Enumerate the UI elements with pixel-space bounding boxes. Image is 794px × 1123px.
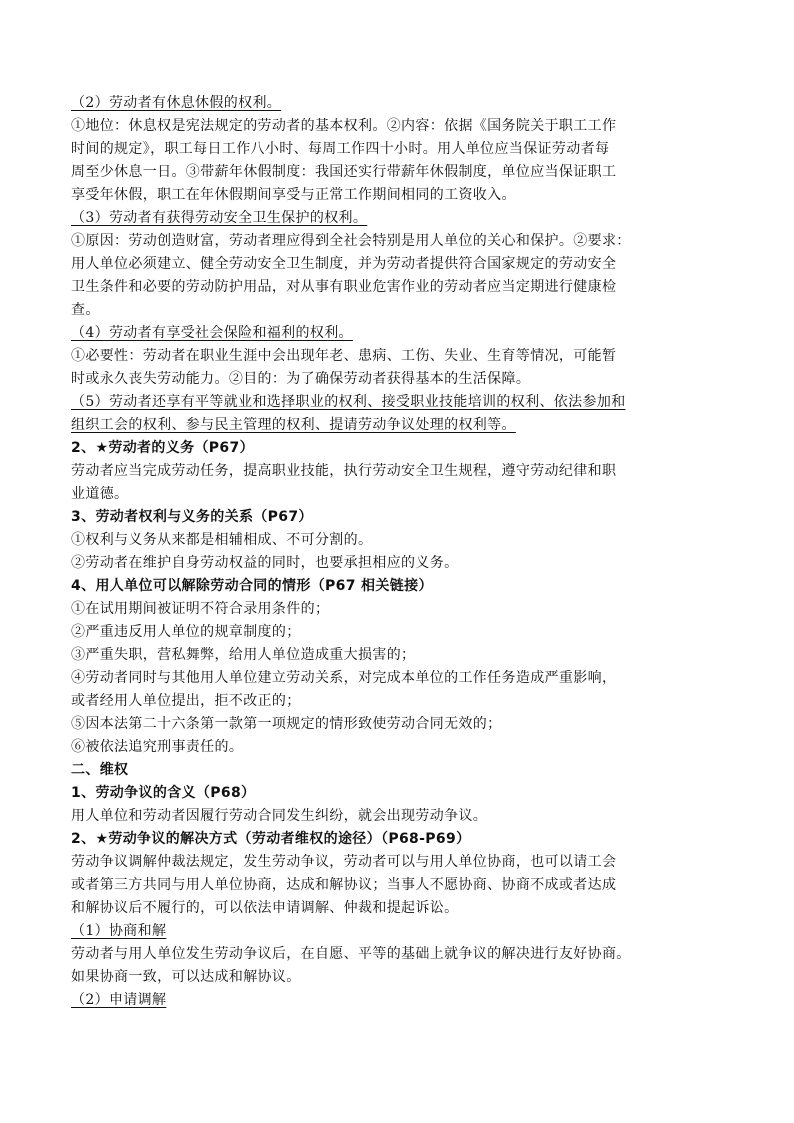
paragraph-line: 用人单位和劳动者因履行劳动合同发生纠纷，就会出现劳动争议。 [71, 808, 488, 824]
list-item-continued: 或者经用人单位提出，拒不改正的； [71, 693, 301, 709]
section-heading-rest-right: （2）劳动者有休息休假的权利。 [71, 95, 282, 111]
list-item: ⑥被依法追究刑事责任的。 [71, 739, 244, 755]
document-page [71, 92, 731, 1012]
list-item: ①在试用期间被证明不符合录用条件的； [71, 601, 330, 617]
paragraph-line: 用人单位必须建立、健全劳动安全卫生制度，并为劳动者提供符合国家规定的劳动安全 [71, 256, 617, 272]
paragraph-line: 如果协商一致，可以达成和解协议。 [71, 969, 301, 985]
section-heading-safety-right: （3）劳动者有获得劳动安全卫生保护的权利。 [71, 210, 368, 226]
section-heading-insurance-right: （4）劳动者有享受社会保险和福利的权利。 [71, 325, 353, 341]
subheading-mediation: （2）申请调解 [71, 992, 167, 1008]
paragraph-line: 时或永久丧失劳动能力。②目的：为了确保劳动者获得基本的生活保障。 [71, 371, 531, 387]
paragraph-line: 或者第三方共同与用人单位协商，达成和解协议；当事人不愿协商、协商不成或者达成 [71, 877, 617, 893]
paragraph-line: 查。 [71, 302, 100, 318]
subheading-negotiation: （1）协商和解 [71, 923, 167, 939]
heading-dispute-meaning: 1、劳动争议的含义（P68） [71, 785, 256, 801]
list-item: ③严重失职，营私舞弊，给用人单位造成重大损害的； [71, 647, 416, 663]
paragraph-line: ①地位：休息权是宪法规定的劳动者的基本权利。②内容：依据《国务院关于职工工作 [71, 118, 617, 134]
list-item: ②严重违反用人单位的规章制度的； [71, 624, 301, 640]
paragraph-line: 周至少休息一日。③带薪年休假制度：我国还实行带薪年休假制度，单位应当保证职工 [71, 164, 617, 180]
section-heading-other-rights: （5）劳动者还享有平等就业和选择职业的权利、接受职业技能培训的权利、依法参加和 [71, 394, 626, 410]
list-item: ②劳动者在维护自身劳动权益的同时，也要承担相应的义务。 [71, 555, 459, 571]
paragraph-line: 劳动争议调解仲裁法规定，发生劳动争议，劳动者可以与用人单位协商，也可以请工会 [71, 854, 617, 870]
heading-rights-protection: 二、维权 [71, 762, 129, 778]
section-heading-other-rights-cont: 组织工会的权利、参与民主管理的权利、提请劳动争议处理的权利等。 [71, 417, 516, 433]
list-item: ④劳动者同时与其他用人单位建立劳动关系，对完成本单位的工作任务造成严重影响， [71, 670, 617, 686]
heading-dispute-resolution: 2、★劳动争议的解决方式（劳动者维权的途径）（P68-P69） [71, 831, 471, 847]
paragraph-line: 享受年休假，职工在年休假期间享受与正常工作期间相同的工资收入。 [71, 187, 516, 203]
paragraph-line: 业道德。 [71, 486, 129, 502]
paragraph-line: ①原因：劳动创造财富，劳动者理应得到全社会特别是用人单位的关心和保护。②要求： [71, 233, 631, 249]
heading-worker-duties: 2、★劳动者的义务（P67） [71, 440, 254, 456]
paragraph-line: 劳动者与用人单位发生劳动争议后，在自愿、平等的基础上就争议的解决进行友好协商。 [71, 946, 631, 962]
heading-contract-termination: 4、用人单位可以解除劳动合同的情形（P67 相关链接） [71, 578, 433, 594]
paragraph-line: 劳动者应当完成劳动任务，提高职业技能，执行劳动安全卫生规程，遵守劳动纪律和职 [71, 463, 617, 479]
list-item: ①权利与义务从来都是相辅相成、不可分割的。 [71, 532, 373, 548]
list-item: ⑤因本法第二十六条第一款第一项规定的情形致使劳动合同无效的； [71, 716, 502, 732]
paragraph-line: 时间的规定》，职工每日工作八小时、每周工作四十小时。用人单位应当保证劳动者每 [71, 141, 610, 157]
paragraph-line: ①必要性：劳动者在职业生涯中会出现年老、患病、工伤、失业、生育等情况，可能暂 [71, 348, 617, 364]
paragraph-line: 卫生条件和必要的劳动防护用品，对从事有职业危害作业的劳动者应当定期进行健康检 [71, 279, 617, 295]
paragraph-line: 和解协议后不履行的，可以依法申请调解、仲裁和提起诉讼。 [71, 900, 459, 916]
heading-rights-duties-relation: 3、劳动者权利与义务的关系（P67） [71, 509, 313, 525]
